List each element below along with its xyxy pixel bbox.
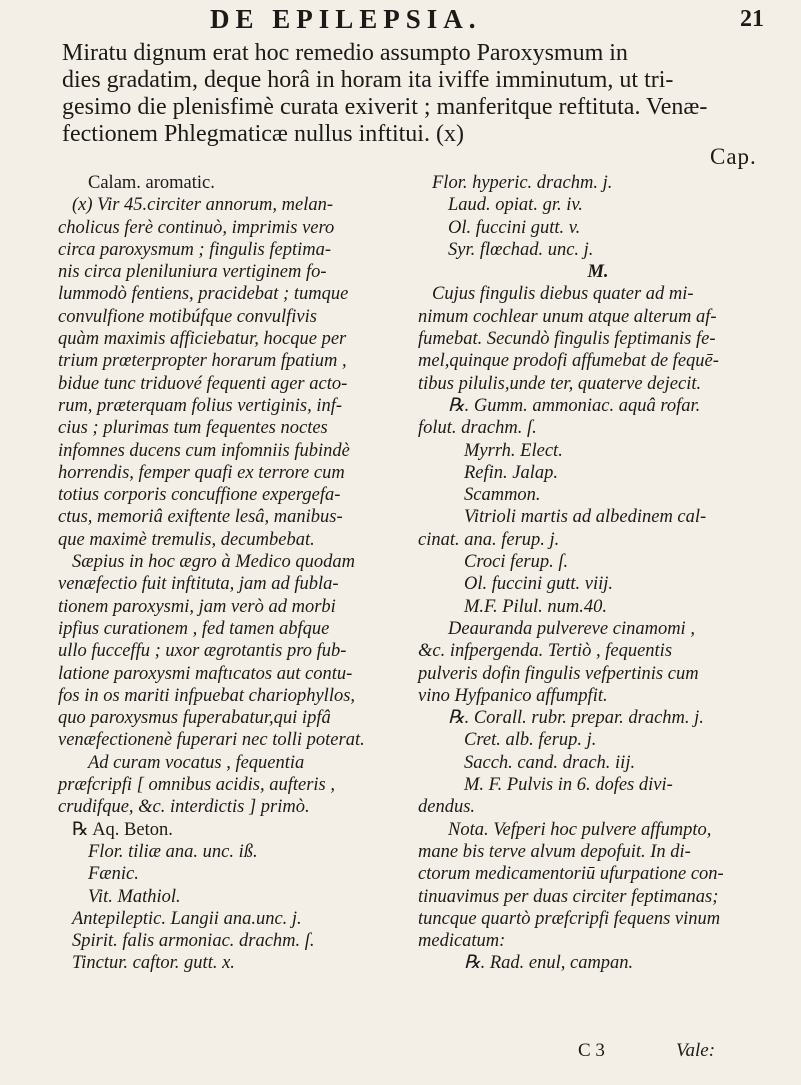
note-line: ipfius curationem , fed tamen abfque xyxy=(58,618,330,639)
ingredient-line: ℞. Corall. rubr. prepar. drachm. j. xyxy=(448,708,704,729)
note-line: medicatum: xyxy=(418,931,506,952)
intro-line: Miratu dignum erat hoc remedio assumpto Paroxysmum in xyxy=(62,40,628,66)
ingredient-line: Flor. tiliæ ana. unc. iß. xyxy=(88,841,258,862)
ingredient-line: Ol. fuccini gutt. v. xyxy=(448,217,581,238)
note-line: tuncque quartò præfcripfi fequens vinum xyxy=(418,908,721,929)
intro-line: gesimo die plenisfimè curata exiverit ; manferitque reftituta. Venæ- xyxy=(62,94,708,120)
note-line: vino Hyfpanico affumpfit. xyxy=(418,685,608,706)
ingredient-line: Ol. fuccini gutt. viij. xyxy=(464,574,614,595)
ingredient-line: M.F. Pilul. num.40. xyxy=(464,596,608,617)
note-line: quo paroxysmus fuperabatur,qui ipfâ xyxy=(58,708,331,729)
ingredient-line: Flor. hyperic. drachm. j. xyxy=(432,173,613,193)
note-line: tionem paroxysmi, jam verò ad morbi xyxy=(58,596,336,617)
note-line: trium prœterpropter horarum fpatium , xyxy=(58,351,347,372)
left-column xyxy=(58,172,368,975)
ingredient-line: Cret. alb. ferup. j. xyxy=(464,730,597,751)
ingredient-line: Refin. Jalap. xyxy=(464,462,559,483)
note-line: circa paroxysmum ; fingulis feptima- xyxy=(58,239,332,260)
ingredient-line: Laud. opiat. gr. iv. xyxy=(448,195,583,216)
note-line: horrendis, femper quafi ex terrore cum xyxy=(58,462,345,483)
note-line: tinuavimus per duas circiter feptimanas; xyxy=(418,886,719,907)
page-number: 21 xyxy=(740,6,764,32)
note-line: fos in os mariti infpuebat chariophyllos, xyxy=(58,685,356,706)
ingredient-line: M. F. Pulvis in 6. dofes divi- xyxy=(464,775,673,796)
note-line: fumebat. Secundò fingulis feptimanis fe- xyxy=(418,329,716,350)
signature-mark: C 3 xyxy=(578,1040,605,1061)
ingredient-line: Calam. aromatic. xyxy=(88,173,215,193)
note-line: mel,quinque prodofi affumebat de fequē- xyxy=(418,351,719,372)
note-line: (x) Vir 45.circiter annorum, melan- xyxy=(72,195,333,216)
note-line: cholicus ferè continuò, imprimis vero xyxy=(58,217,335,238)
note-line: dendus. xyxy=(418,797,476,818)
note-line: bidue tunc triduové fequenti ager acto- xyxy=(58,373,348,394)
note-line: nis circa pleniluniura vertiginem fo- xyxy=(58,262,327,283)
ingredient-line: folut. drachm. ſ. xyxy=(418,418,537,439)
intro-paragraph xyxy=(62,40,794,148)
note-line: ctorum medicamentoriū ufurpatione con- xyxy=(418,864,724,885)
recipe-heading: ℞ Aq. Beton. xyxy=(72,819,173,840)
note-line: &c. infpergenda. Tertiò , fequentis xyxy=(418,641,673,662)
note-line: mane bis terve alvum depofuit. In di- xyxy=(418,841,691,862)
note-line: latione paroxysmi maftıcatos aut contu- xyxy=(58,663,353,684)
note-line: convulfione motibúfque convulfivis xyxy=(58,306,317,327)
misce-mark: M. xyxy=(587,262,609,283)
note-line: Nota. Vefperi hoc pulvere affumpto, xyxy=(448,819,712,840)
note-line: Sæpius in hoc ægro à Medico quodam xyxy=(72,552,355,573)
ingredient-line: ℞. Gumm. ammoniac. aquâ rofar. xyxy=(448,395,701,416)
note-line: totius corporis concuffione expergefa- xyxy=(58,485,341,506)
note-line: Ad curam vocatus , fequentia xyxy=(88,752,305,773)
note-line: ullo fucceffu ; uxor ægrotantis pro fub- xyxy=(58,641,347,662)
ingredient-line: Tinctur. caftor. gutt. x. xyxy=(72,953,235,974)
page-header xyxy=(0,4,801,34)
ingredient-line: Syr. flœchad. unc. j. xyxy=(448,239,594,260)
ingredient-line: cinat. ana. ferup. j. xyxy=(418,529,560,550)
note-line: venæfectionenè fuperari nec tolli poterat. xyxy=(58,730,365,751)
note-line: præfcripfi [ omnibus acidis, aufteris , xyxy=(58,775,336,796)
ingredient-line: Antepileptic. Langii ana.unc. j. xyxy=(72,908,302,929)
note-line: quàm maximis afficiebatur, hocque per xyxy=(58,329,347,350)
note-line: Deauranda pulvereve cinamomi , xyxy=(448,618,695,639)
ingredient-line: Vitrioli martis ad albedinem cal- xyxy=(464,507,707,528)
ingredient-line: Croci ferup. ſ. xyxy=(464,552,569,573)
ingredient-line: ℞. Rad. enul, campan. xyxy=(464,953,634,974)
ingredient-line: Scammon. xyxy=(464,485,541,506)
note-line: crudifque, &c. interdictis ] primò. xyxy=(58,797,310,818)
right-column xyxy=(418,172,778,975)
note-line: pulveris dofin fingulis vefpertinis cum xyxy=(418,663,699,684)
note-line: infomnes ducens cum infomniis fubindè xyxy=(58,440,350,461)
note-line: tibus pilulis,unde ter, quaterve dejecit. xyxy=(418,373,702,394)
note-line: que maximè tremulis, decumbebat. xyxy=(58,529,315,550)
running-head: DE EPILEPSIA. xyxy=(210,4,482,34)
intro-line: fectionem Phlegmaticæ nullus inftitui. (x) xyxy=(62,121,464,147)
ingredient-line: Spirit. falis armoniac. drachm. ſ. xyxy=(72,931,315,952)
ingredient-line: Vit. Mathiol. xyxy=(88,886,181,907)
note-line: Cujus fingulis diebus quater ad mi- xyxy=(432,284,694,305)
ingredient-line: Fænic. xyxy=(88,864,139,885)
catchword: Vale: xyxy=(676,1040,716,1061)
note-line: nimum cochlear unum atque alterum af- xyxy=(418,306,717,327)
note-line: venæfectio fuit inftituta, jam ad fubla- xyxy=(58,574,339,595)
note-line: ctus, memoriâ exiftente lesâ, manibus- xyxy=(58,507,343,528)
note-line: cius ; plurimas tum fequentes noctes xyxy=(58,418,328,439)
intro-line: dies gradatim, deque horâ in horam ita iviffe imminutum, ut tri- xyxy=(62,67,674,93)
ingredient-line: Sacch. cand. drach. iij. xyxy=(464,752,636,773)
note-line: lummodò fentiens, pracidebat ; tumque xyxy=(58,284,349,305)
chapter-marker: Cap. xyxy=(710,144,757,169)
ingredient-line: Myrrh. Elect. xyxy=(464,440,563,461)
note-line: rum, præterquam folius vertiginis, inf- xyxy=(58,395,343,416)
